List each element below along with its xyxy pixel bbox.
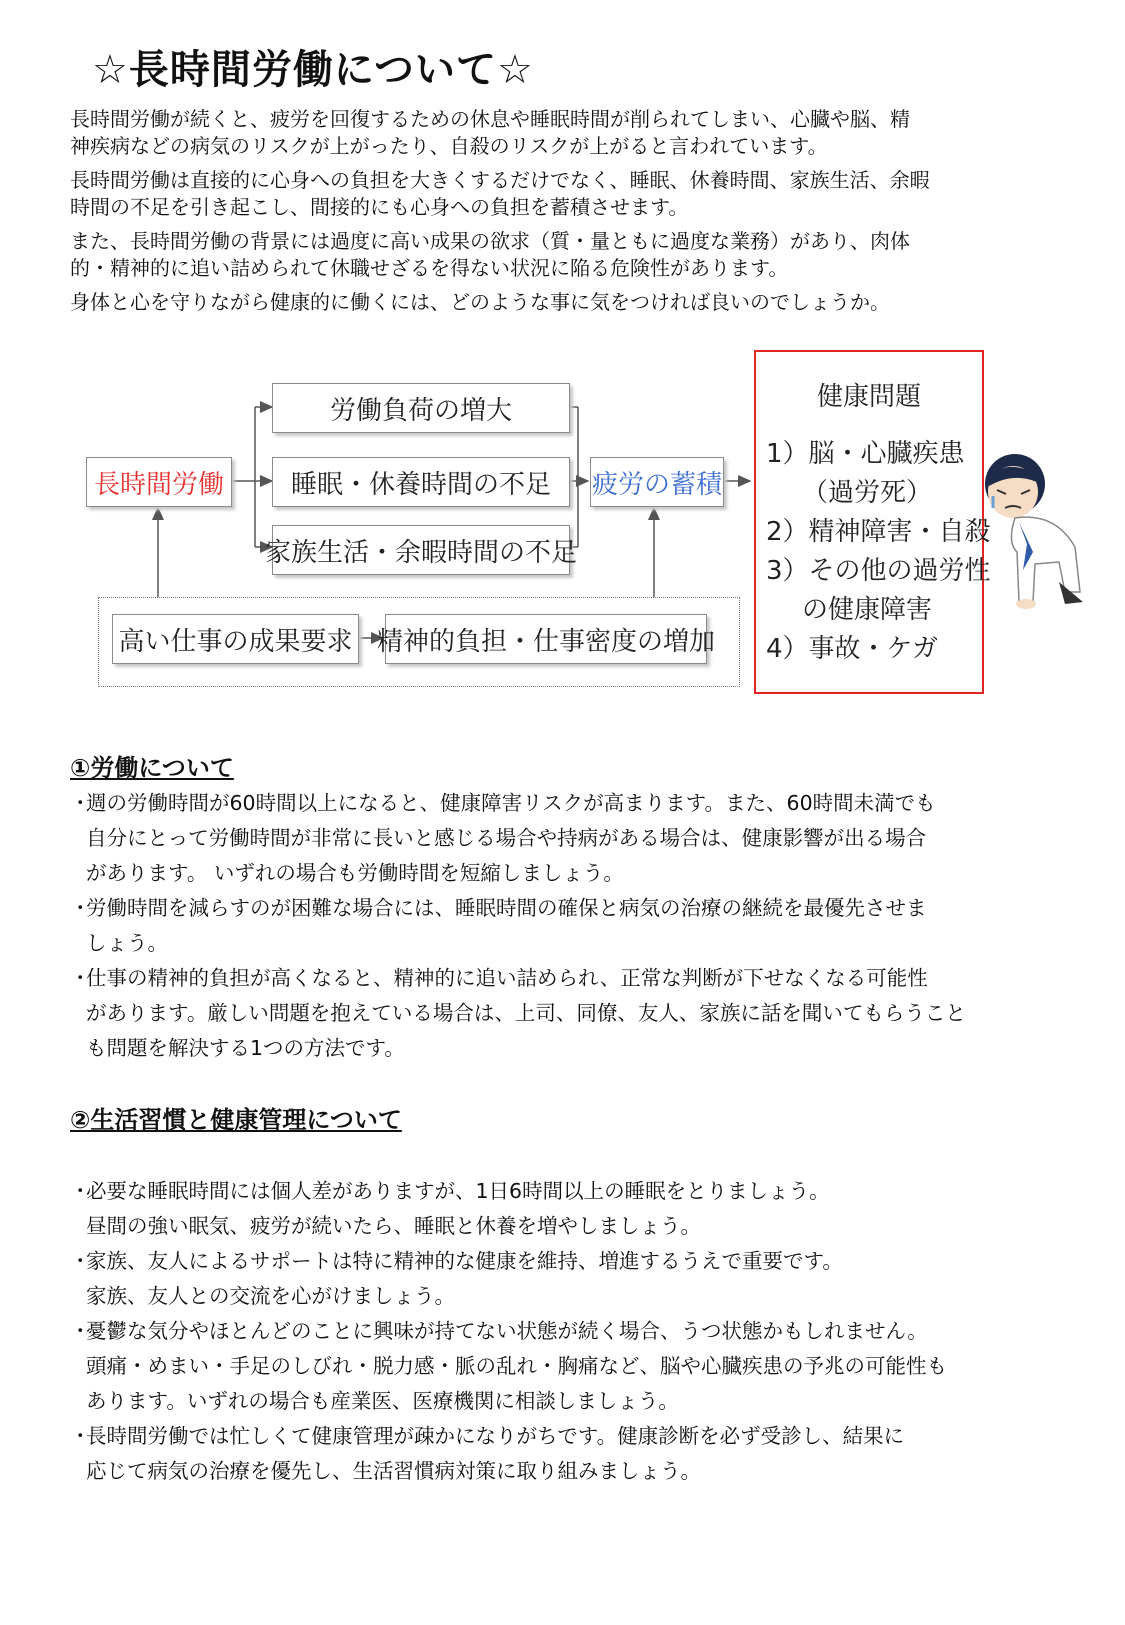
list-line: 仕事の精神的負担が高くなると、精神的に追い詰められ、正常な判断が下せなくなる可能性 bbox=[86, 966, 928, 990]
health-item: 3）その他の過労性 bbox=[766, 556, 991, 586]
list-line: も問題を解決する1つの方法です。 bbox=[86, 1036, 405, 1060]
section2-heading: ②生活習慣と健康管理について bbox=[70, 1106, 402, 1134]
health-problems-box bbox=[754, 350, 991, 694]
list-item bbox=[70, 1174, 1090, 1244]
intro-line: 神疾病などの病気のリスクが上がったり、自殺のリスクが上がると言われています。 bbox=[70, 134, 828, 158]
list-item bbox=[70, 961, 1090, 1066]
load-increase-box: 労働負荷の増大 bbox=[272, 383, 570, 433]
intro-line: また、長時間労働の背景には過度に高い成果の欲求（質・量ともに過度な業務）があり、肉体 bbox=[70, 229, 910, 253]
health-title: 健康問題 bbox=[816, 382, 921, 412]
bullet: ・ bbox=[70, 1179, 91, 1203]
list-line: 長時間労働では忙しくて健康管理が疎かになりがちです。健康診断を必ず受診し、結果に bbox=[86, 1424, 905, 1448]
list-line: 必要な睡眠時間には個人差がありますが、1日6時間以上の睡眠をとりましょう。 bbox=[86, 1179, 830, 1203]
intro-line: 長時間労働が続くと、疲労を回復するための休息や睡眠時間が削られてしまい、心臓や脳、精 bbox=[70, 107, 910, 131]
list-line: 応じて病気の治療を優先し、生活習慣病対策に取り組みましょう。 bbox=[86, 1459, 701, 1483]
list-line: 頭痛・めまい・手足のしびれ・脱力感・脈の乱れ・胸痛など、脳や心臓疾患の予兆の可能性も bbox=[86, 1354, 947, 1378]
family-leisure-box: 家族生活・余暇時間の不足 bbox=[272, 525, 570, 575]
intro-line: 長時間労働は直接的に心身への負担を大きくするだけでなく、睡眠、休養時間、家族生活、余暇 bbox=[70, 168, 930, 192]
bullet: ・ bbox=[70, 1319, 91, 1343]
list-line: 労働時間を減らすのが困難な場合には、睡眠時間の確保と病気の治療の継続を最優先させま bbox=[86, 896, 927, 920]
intro-line: 的・精神的に追い詰められて休職せざるを得ない状況に陥る危険性があります。 bbox=[70, 256, 789, 280]
demand-box: 高い仕事の成果要求 bbox=[112, 614, 359, 664]
list-item bbox=[70, 1244, 1090, 1314]
intro-line: 身体と心を守りながら健康的に働くには、どのような事に気をつければ良いのでしょうか。 bbox=[70, 290, 890, 314]
sleep-rest-box: 睡眠・休養時間の不足 bbox=[272, 457, 570, 507]
long-work-box: 長時間労働 bbox=[86, 457, 232, 507]
list-line: 昼間の強い眠気、疲労が続いたら、睡眠と休養を増やしましょう。 bbox=[86, 1214, 701, 1238]
list-line: しょう。 bbox=[86, 931, 168, 955]
intro-line: 時間の不足を引き起こし、間接的にも心身への負担を蓄積させます。 bbox=[70, 195, 689, 219]
section2-list bbox=[70, 1174, 1090, 1489]
list-item bbox=[70, 891, 1090, 961]
list-item bbox=[70, 1314, 1090, 1419]
list-line: 自分にとって労働時間が非常に長いと感じる場合や持病がある場合は、健康影響が出る場合 bbox=[86, 826, 927, 850]
health-item: 2）精神障害・自殺 bbox=[766, 517, 991, 547]
section1-list bbox=[70, 786, 1090, 1066]
tired-worker-illustration bbox=[975, 452, 1085, 612]
intro-paragraph bbox=[70, 228, 1080, 282]
list-line: 週の労働時間が60時間以上になると、健康障害リスクが高まります。また、60時間未満でも bbox=[86, 791, 936, 815]
list-item bbox=[70, 786, 1090, 891]
list-line: があります。厳しい問題を抱えている場合は、上司、同僚、友人、家族に話を聞いてもらうこと bbox=[86, 1001, 966, 1025]
bullet: ・ bbox=[70, 896, 91, 920]
list-line: 家族、友人との交流を心がけましょう。 bbox=[86, 1284, 455, 1308]
list-line: があります。 いずれの場合も労働時間を短縮しましょう。 bbox=[86, 861, 624, 885]
list-line: 家族、友人によるサポートは特に精神的な健康を維持、増進するうえで重要です。 bbox=[86, 1249, 843, 1273]
list-line: あります。いずれの場合も産業医、医療機関に相談しましょう。 bbox=[86, 1389, 679, 1413]
mental-burden-box: 精神的負担・仕事密度の増加 bbox=[385, 614, 707, 664]
section1-heading: ①労働について bbox=[70, 754, 234, 782]
health-item: （過労死） bbox=[802, 478, 933, 508]
intro-paragraph bbox=[70, 167, 1080, 221]
bullet: ・ bbox=[70, 966, 91, 990]
list-item bbox=[70, 1419, 1090, 1489]
page-title: ☆長時間労働について☆ bbox=[92, 47, 534, 93]
health-item: 1）脳・心臓疾患 bbox=[766, 439, 965, 469]
bullet: ・ bbox=[70, 791, 91, 815]
list-line: 憂鬱な気分やほとんどのことに興味が持てない状態が続く場合、うつ状態かもしれません。 bbox=[86, 1319, 928, 1343]
intro-text bbox=[70, 106, 1080, 323]
health-item: 4）事故・ケガ bbox=[766, 634, 939, 664]
bullet: ・ bbox=[70, 1249, 91, 1273]
bullet: ・ bbox=[70, 1424, 91, 1448]
fatigue-box: 疲労の蓄積 bbox=[590, 457, 724, 507]
intro-paragraph bbox=[70, 289, 1080, 316]
intro-paragraph bbox=[70, 106, 1080, 160]
health-item: の健康障害 bbox=[802, 595, 933, 625]
